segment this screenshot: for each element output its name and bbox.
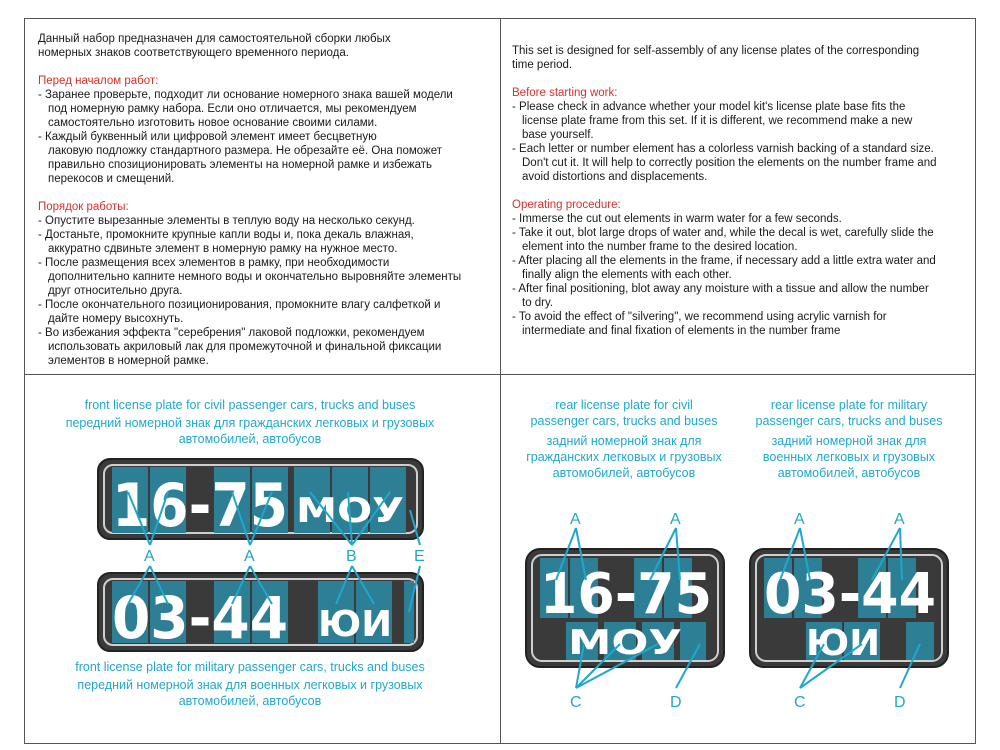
plate-digits: 03-44 (112, 584, 288, 652)
before-title-ru: Перед началом работ: (38, 75, 159, 87)
label-d: D (670, 694, 682, 711)
caption-line: гражданских легковых и грузовых (526, 450, 722, 464)
list-item-line: - Во избежания эффекта "серебрения" лаковой подложки, рекомендуем (38, 327, 425, 339)
list-item-line: - Достаньте, промокните крупные капли воды и, пока декаль влажная, (38, 229, 414, 241)
list-item-line: - After final positioning, blot away any moisture with a tissue and allow the number (512, 283, 929, 295)
tile (680, 622, 706, 660)
list-item-line: лаковую подложку стандартного размера. Не обрезайте её. Она поможет (48, 145, 442, 157)
list-item-line: avoid distortions and displacements. (522, 171, 708, 183)
intro-ru-line-2: номерных знаков соответствующего временного периода. (38, 47, 349, 59)
label-a: A (670, 511, 681, 528)
list-item-line: to dry. (522, 297, 554, 309)
caption-line: passenger cars, trucks and buses (755, 414, 943, 428)
label-a: A (144, 548, 155, 565)
list-item-line: под номерную рамку набора. Если оно отличается, мы рекомендуем (48, 103, 417, 115)
list-item-line: license plate frame from this set. If it is different, we recommend make a new (522, 115, 913, 127)
label-b: B (346, 548, 357, 565)
list-item-line: - Each letter or number element has a colorless varnish backing of a standard size. (512, 143, 934, 155)
caption-line: rear license plate for military (770, 398, 928, 412)
plate-letters: МОУ (568, 623, 682, 663)
caption-line: passenger cars, trucks and buses (530, 414, 718, 428)
plate-letters: МОУ (296, 491, 404, 531)
label-a: A (570, 511, 581, 528)
label-e: E (414, 548, 425, 565)
list-item-line: base yourself. (522, 129, 594, 141)
list-item-line: использовать акриловый лак для промежуточной и финальной фиксации (48, 341, 442, 353)
list-item-line: дайте номеру высохнуть. (48, 313, 184, 325)
list-item-line: intermediate and final fixation of elements in the number frame (522, 325, 841, 337)
caption-line: front license plate for civil passenger cars, trucks and buses (84, 398, 416, 412)
list-item-line: element into the number frame to the desired location. (522, 241, 798, 253)
list-item-line: аккуратно сдвиньте элемент в номерную рамку на нужное место. (48, 243, 398, 255)
list-item-line: - Заранее проверьте, подходит ли основание номерного знака вашей модели (38, 89, 453, 101)
label-a: A (244, 548, 255, 565)
label-a: A (894, 511, 905, 528)
list-item-line: - Каждый буквенный или цифровой элемент имеет бесцветную (38, 131, 377, 143)
plate-letters: ЮИ (318, 604, 392, 645)
list-item-line: дополнительно капните немного воды и окончательно выровняйте элементы (48, 271, 462, 283)
procedure-title-en: Operating procedure: (512, 199, 621, 211)
caption-line: задний номерной знак для (546, 434, 702, 448)
caption-line: передний номерной знак для гражданских легковых и грузовых (65, 416, 435, 430)
intro-ru-line-1: Данный набор предназначен для самостоятельной сборки любых (38, 33, 391, 45)
caption-line: военных легковых и грузовых (762, 450, 936, 464)
rear-civil-plate (526, 549, 724, 667)
list-item-line: - Please check in advance whether your model kit's license plate base fits the (512, 101, 906, 113)
list-item-line: правильно спозиционировать элементы на номерной рамке и избежать (48, 159, 432, 171)
list-item-line: - После размещения всех элементов в рамку, при необходимости (38, 257, 390, 269)
tile (906, 622, 934, 660)
list-item-line: перекосов и смещений. (48, 173, 175, 185)
list-item-line: finally align the elements with each other. (522, 269, 732, 281)
caption-line: автомобилей, автобусов (552, 466, 696, 480)
list-item-line: - Опустите вырезанные элементы в теплую воду на несколько секунд. (38, 215, 415, 227)
list-item-line: Don't cut it. It will help to correctly position the elements on the number frame and (522, 157, 937, 169)
plate-digits: 16-75 (540, 562, 712, 627)
label-c: C (794, 694, 806, 711)
intro-en-line-1: This set is designed for self-assembly of any license plates of the corresponding (512, 45, 920, 57)
caption-line: задний номерной знак для (771, 434, 927, 448)
caption-line: передний номерной знак для военных легковых и грузовых (77, 678, 423, 692)
label-d: D (894, 694, 906, 711)
intro-en-line-2: time period. (512, 59, 573, 71)
list-item-line: - To avoid the effect of "silvering", we recommend using acrylic varnish for (512, 311, 887, 323)
list-item-line: - После окончательного позиционирования, промокните влагу салфеткой и (38, 299, 441, 311)
list-item-line: - Immerse the cut out elements in warm water for a few seconds. (512, 213, 842, 225)
plate-letters: ЮИ (806, 623, 880, 664)
list-item-line: - Take it out, blot large drops of water and, while the decal is wet, carefully slide the (512, 227, 934, 239)
list-item-line: друг относительно друга. (48, 285, 183, 297)
list-item-line: - After placing all the elements in the frame, if necessary add a little extra water and (512, 255, 936, 267)
caption-line: автомобилей, автобусов (178, 432, 322, 446)
caption-line: front license plate for military passenger cars, trucks and buses (75, 660, 425, 674)
list-item-line: самостоятельно изготовить новое основание своими силами. (48, 117, 378, 129)
plate-digits: 16-75 (112, 471, 288, 541)
label-c: C (570, 694, 582, 711)
caption-line: автомобилей, автобусов (777, 466, 921, 480)
label-a: A (794, 511, 805, 528)
before-title-en: Before starting work: (512, 87, 618, 99)
caption-line: rear license plate for civil (555, 398, 693, 412)
list-item-line: элементов в номерной рамке. (48, 355, 209, 367)
procedure-title-ru: Порядок работы: (38, 201, 129, 213)
plate-digits: 03-44 (764, 562, 936, 627)
front-civil-plate (98, 459, 423, 541)
caption-line: автомобилей, автобусов (178, 694, 322, 708)
